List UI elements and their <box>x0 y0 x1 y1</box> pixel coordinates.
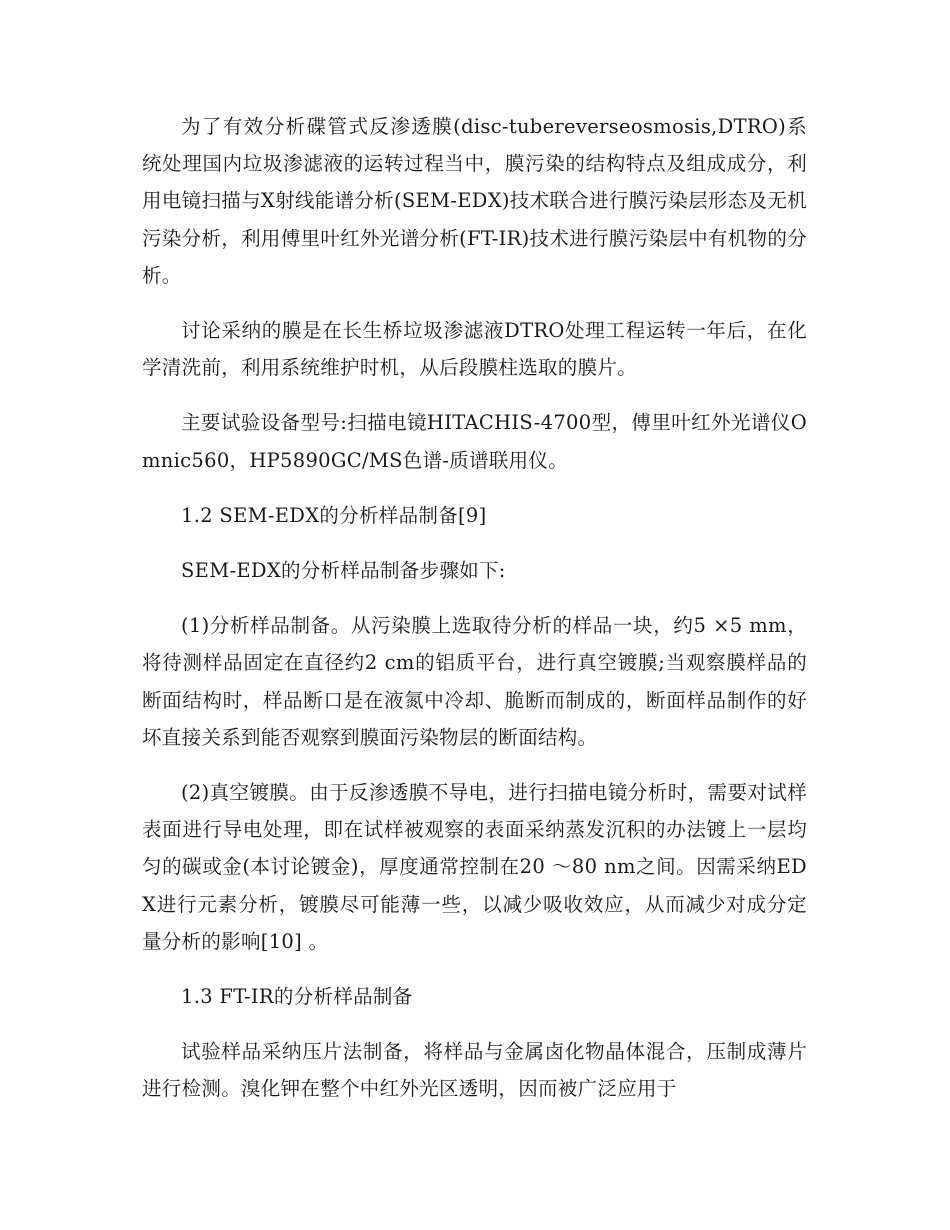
steps-intro-paragraph: SEM-EDX的分析样品制备步骤如下: <box>181 559 506 583</box>
document-body <box>142 108 807 1126</box>
section-heading-1-3: 1.3 FT-IR的分析样品制备 <box>181 985 413 1009</box>
step-1-paragraph: (1)分析样品制备。从污染膜上选取待分析的样品一块，约5 ×5 mm，将待测样品固定在直径约2 cm的铝质平台，进行真空镀膜;当观察膜样品的断面结构时，样品断口是在液氮中冷却、脆断而制成的，断面样品制作的好坏直接关系到能否观察到膜面污染物层的断面结构。 <box>142 614 807 749</box>
equipment-paragraph: 主要试验设备型号:扫描电镜HITACHIS-4700型，傅里叶红外光谱仪Omnic560，HP5890GC/MS色谱-质谱联用仪。 <box>142 411 807 472</box>
ftir-prep-paragraph: 试验样品采纳压片法制备，将样品与金属卤化物晶体混合，压制成薄片进行检测。溴化钾在整个中红外光区透明，因而被广泛应用于 <box>142 1040 807 1101</box>
membrane-source-paragraph: 讨论采纳的膜是在长生桥垃圾渗滤液DTRO处理工程运转一年后，在化学清洗前，利用系统维护时机，从后段膜柱选取的膜片。 <box>142 319 807 380</box>
section-heading-1-2: 1.2 SEM-EDX的分析样品制备[9] <box>181 503 487 527</box>
intro-paragraph: 为了有效分析碟管式反渗透膜(disc-tubereverseosmosis,DTRO)系统处理国内垃圾渗滤液的运转过程当中，膜污染的结构特点及组成成分，利用电镜扫描与X射线能谱分析(SEM-EDX)技术联合进行膜污染层形态及无机污染分析，利用傅里叶红外光谱分析(FT-IR)技术进行膜污染层中有机物的分析。 <box>142 115 807 287</box>
step-2-paragraph: (2)真空镀膜。由于反渗透膜不导电，进行扫描电镜分析时，需要对试样表面进行导电处理，即在试样被观察的表面采纳蒸发沉积的办法镀上一层均匀的碳或金(本讨论镀金)，厚度通常控制在20 ～80 nm之间。因需采纳EDX进行元素分析，镀膜尽可能薄一些，以减少吸收效应，从而减少对成分定量分析的影响[10] 。 <box>142 781 807 953</box>
